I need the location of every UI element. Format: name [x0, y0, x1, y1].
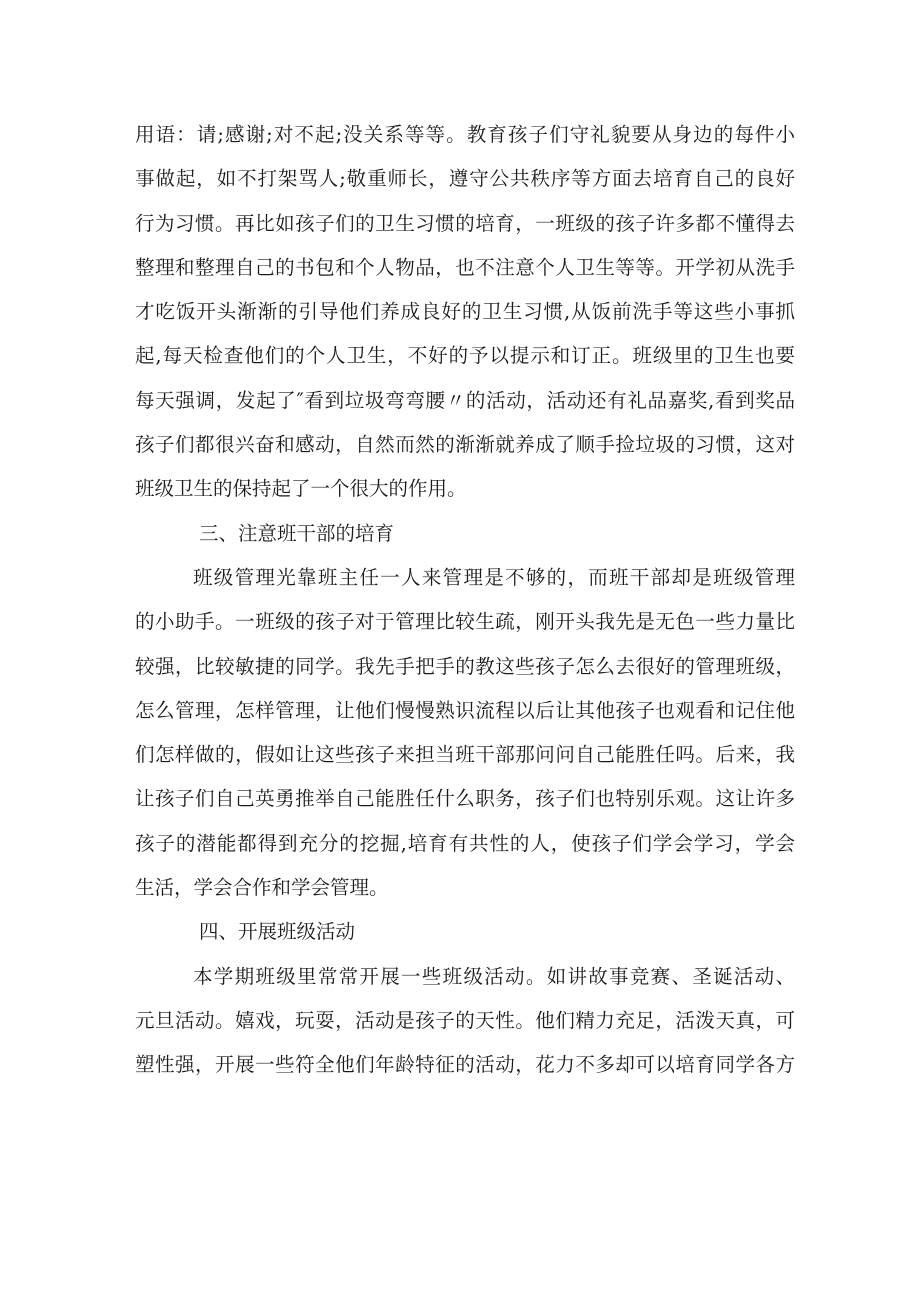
text-line: 每天强调，发起了″看到垃圾弯弯腰〃的活动，活动还有礼品嘉奖,看到奖品 — [135, 388, 795, 412]
text-line: 才吃饭开头渐渐的引导他们养成良好的卫生习惯,从饭前洗手等这些小事抓 — [135, 300, 795, 324]
section-heading: 三、注意班干部的培育 — [199, 521, 395, 545]
text-line: 怎么管理，怎样管理，让他们慢慢熟识流程以后让其他孩子也观看和记住他 — [135, 698, 795, 722]
text-line: 元旦活动。嬉戏，玩耍，活动是孩子的天性。他们精力充足，活泼天真，可 — [135, 1008, 795, 1032]
text-line: 较强，比较敏捷的同学。我先手把手的教这些孩子怎么去很好的管理班级， — [135, 654, 795, 678]
text-line: 用语：请;感谢;对不起;没关系等等。教育孩子们守礼貌要从身边的每件小 — [135, 123, 795, 146]
text-line: 事做起，如不打架骂人;敬重师长，遵守公共秩序等方面去培育自己的良好 — [135, 167, 795, 191]
text-line: 生活，学会合作和学会管理。 — [135, 876, 389, 900]
document-body — [135, 113, 795, 1088]
text-line: 起,每天检查他们的个人卫生，不好的予以提示和订正。班级里的卫生也要 — [135, 344, 795, 368]
text-line: 班级卫生的保持起了一个很大的作用。 — [135, 477, 467, 501]
text-line: 整理和整理自己的书包和个人物品，也不注意个人卫生等等。开学初从洗手 — [135, 255, 795, 279]
section-heading: 四、开展班级活动 — [199, 920, 356, 944]
text-line: 孩子们都很兴奋和感动，自然而然的渐渐就养成了顺手捡垃圾的习惯，这对 — [135, 433, 795, 457]
text-line: 行为习惯。再比如孩子们的卫生习惯的培育，一班级的孩子许多都不懂得去 — [135, 211, 795, 235]
text-line: 本学期班级里常常开展一些班级活动。如讲故事竞赛、圣诞活动、 — [193, 964, 795, 988]
text-line: 让孩子们自己英勇推举自己能胜任什么职务，孩子们也特别乐观。这让许多 — [135, 787, 795, 811]
text-line: 们怎样做的，假如让这些孩子来担当班干部那问问自己能胜任吗。后来，我 — [135, 743, 795, 767]
text-line: 塑性强，开展一些符全他们年龄特征的活动，花力不多却可以培育同学各方 — [135, 1053, 795, 1077]
text-line: 孩子的潜能都得到充分的挖掘,培育有共性的人，使孩子们学会学习，学会 — [135, 831, 795, 855]
text-line: 的小助手。一班级的孩子对于管理比较生疏，刚开头我先是无色一些力量比 — [135, 610, 795, 634]
text-line: 班级管理光靠班主任一人来管理是不够的，而班干部却是班级管理 — [193, 565, 795, 589]
